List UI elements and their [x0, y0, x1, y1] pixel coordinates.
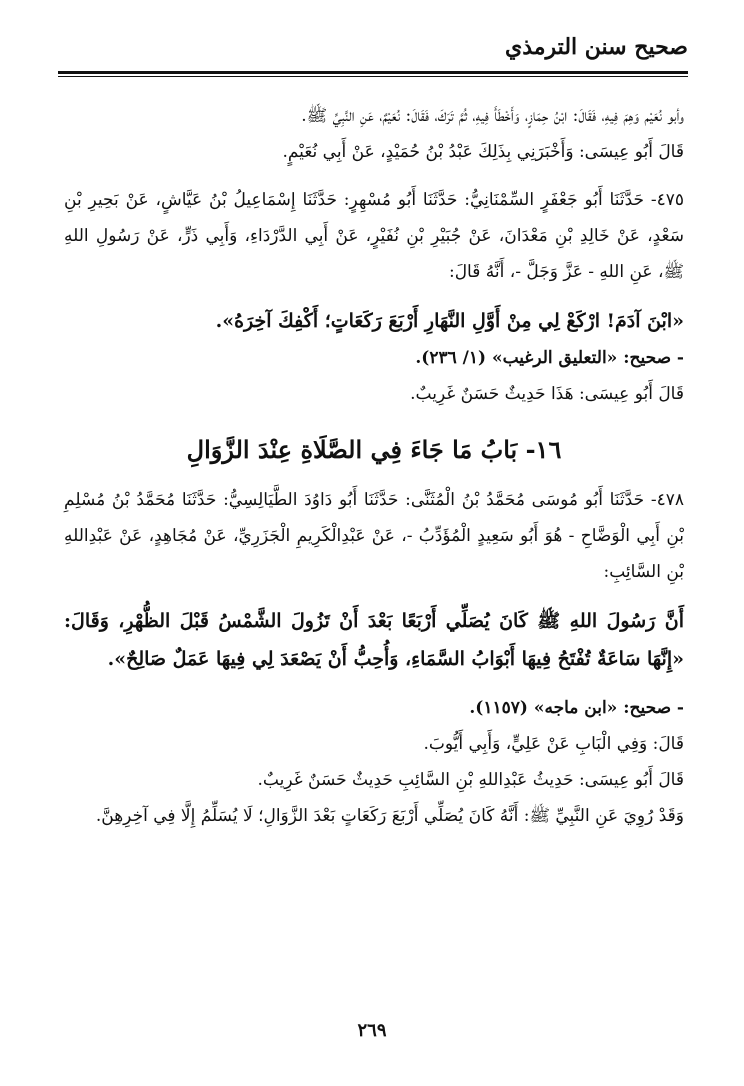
paragraph-continuation: وأبو نُعَيْم وَهِمَ فِيهِ، فَقَالَ: ابْنُ حِمَازٍ، وَأَخْطَأَ فِيهِ، ثُمَّ تَرَكَ، فَقَالَ: نُعَيْمٌ، عَنِ النَّبِيِّ ﷺ.: [301, 106, 684, 126]
hadith-475-text: «ابْنَ آدَمَ! ارْكَعْ لِي مِنْ أَوَّلِ النَّهَارِ أَرْبَعَ رَكَعَاتٍ؛ أَكْفِكَ آخِرَهُ».: [215, 310, 684, 332]
abu-isa-comment-475: قَالَ أَبُو عِيسَى: هَذَا حَدِيثٌ حَسَنٌ غَرِيبٌ.: [410, 384, 684, 404]
chapter-references: قَالَ: وَفِي الْبَابِ عَنْ عَلِيٍّ، وَأَبِي أَيُّوبَ.: [423, 734, 684, 754]
hadith-478-text: أَنَّ رَسُولَ اللهِ ﷺ كَانَ يُصَلِّي أَرْبَعًا بَعْدَ أَنْ تَزُولَ الشَّمْسُ قَبْلَ الظُّهْرِ، وَقَالَ: «إِنَّهَا سَاعَةٌ تُفْتَحُ فِيهَا أَبْوَابُ السَّمَاءِ، وَأُحِبُّ أَنْ يَصْعَدَ لِي فِيهَا عَمَلٌ صَالِحٌ».: [64, 610, 684, 670]
header-rule: [58, 71, 688, 77]
page-number: ٢٦٩: [357, 1020, 387, 1041]
grading-475: - صحيح: «التعليق الرغيب» (١/ ٢٣٦).: [415, 348, 684, 368]
chapter-heading: ١٦- بَابُ مَا جَاءَ فِي الصَّلَاةِ عِنْدَ الزَّوَالِ: [186, 435, 562, 464]
hadith-475-isnad: ٤٧٥- حَدَّثَنَا أَبُو جَعْفَرٍ السِّمْنَانِيُّ: حَدَّثَنَا أَبُو مُسْهِرٍ: حَدَّثَنَا إِسْمَاعِيلُ بْنُ عَيَّاشٍ، عَنْ بَحِيرِ بْنِ سَعْدٍ، عَنْ خَالِدِ بْنِ مَعْدَانَ، عَنْ جُبَيْرِ بْنِ نُفَيْرٍ، عَنْ أَبِي الدَّرْدَاءِ، وَأَبِي ذَرٍّ، عَنْ رَسُولِ اللهِ ﷺ، عَنِ اللهِ - عَزَّ وَجَلَّ -، أَنَّهُ قَالَ:: [64, 190, 684, 282]
running-header-title: صحيح سنن الترمذي: [504, 34, 688, 60]
closing-narration: وَقَدْ رُوِيَ عَنِ النَّبِيِّ ﷺ: أَنَّهُ كَانَ يُصَلِّي أَرْبَعَ رَكَعَاتٍ بَعْدَ الزَّوَالِ؛ لَا يُسَلِّمُ إِلَّا فِي آخِرِهِنَّ.: [95, 806, 684, 826]
paragraph-abu-isa-note: قَالَ أَبُو عِيسَى: وَأَخْبَرَنِي بِذَلِكَ عَبْدُ بْنُ حُمَيْدٍ، عَنْ أَبِي نُعَيْمٍ.: [282, 142, 684, 162]
abu-isa-comment-478: قَالَ أَبُو عِيسَى: حَدِيثُ عَبْدِاللهِ بْنِ السَّائِبِ حَدِيثٌ حَسَنٌ غَرِيبٌ.: [257, 770, 684, 790]
page-content: [64, 98, 684, 834]
grading-478: - صحيح: «ابن ماجه» (١١٥٧).: [469, 698, 684, 718]
hadith-478-isnad: ٤٧٨- حَدَّثَنَا أَبُو مُوسَى مُحَمَّدُ بْنُ الْمُثَنَّى: حَدَّثَنَا أَبُو دَاوُدَ الطَّيَالِسِيُّ: حَدَّثَنَا مُحَمَّدُ بْنُ مُسْلِمِ بْنِ أَبِي الْوَضَّاحِ - هُوَ أَبُو سَعِيدٍ الْمُؤَدِّبُ -، عَنْ عَبْدِالْكَرِيمِ الْجَزَرِيِّ، عَنْ مُجَاهِدٍ، عَنْ عَبْدِاللهِ بْنِ السَّائِبِ:: [64, 490, 684, 582]
